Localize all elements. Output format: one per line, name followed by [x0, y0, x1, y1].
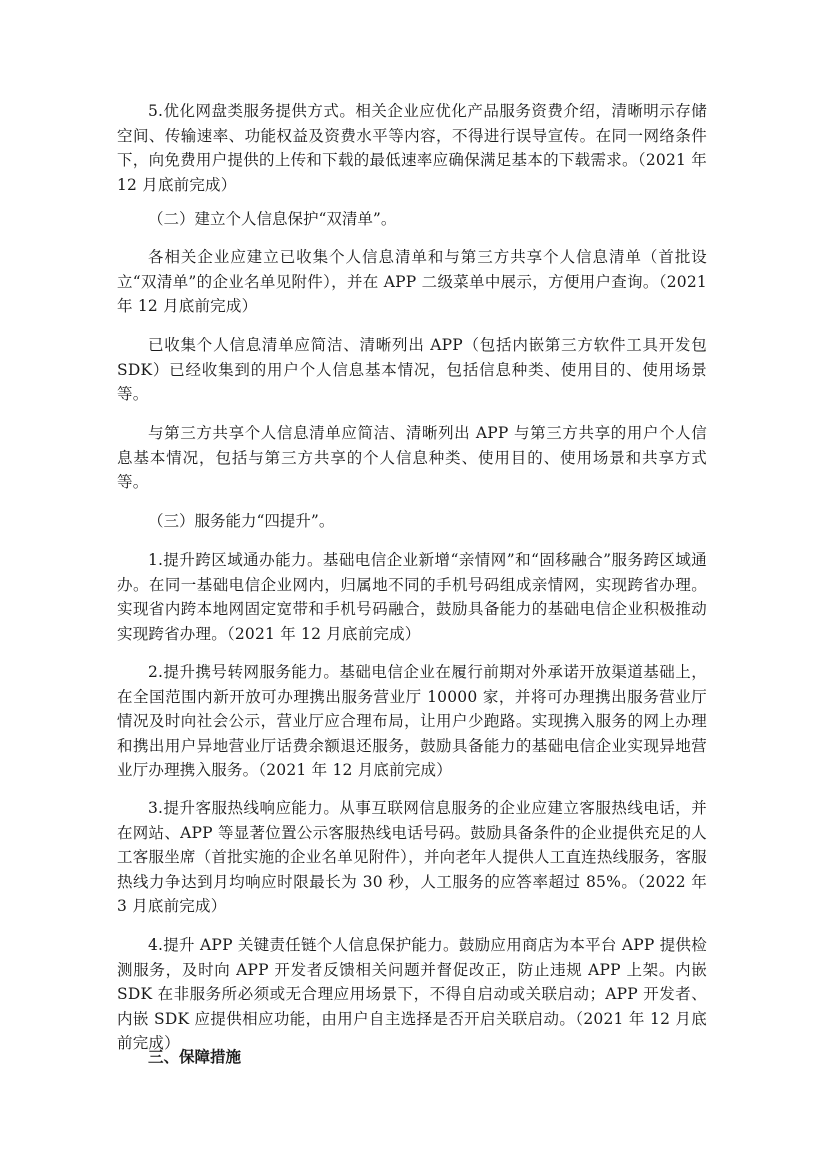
paragraph-dual-list: 各相关企业应建立已收集个人信息清单和与第三方共享个人信息清单（首批设立“双清单”的企业名单见附件），并在 APP 二级菜单中展示，方便用户查询。（2021 年 12 月底前完成）	[117, 248, 707, 315]
paragraph-cloud-storage: 5.优化网盘类服务提供方式。相关企业应优化产品服务资费介绍，清晰明示存储空间、传输速率、功能权益及资费水平等内容，不得进行误导宣传。在同一网络条件下，向免费用户提供的上传和下载的最低速率应确保满足基本的下载需求。（2021 年 12 月底前完成）	[117, 102, 707, 194]
heading-dual-list: （二）建立个人信息保护“双清单”。	[148, 210, 397, 228]
heading-four-upgrades: （三）服务能力“四提升”。	[148, 512, 335, 530]
paragraph-cross-region: 1.提升跨区域通办能力。基础电信企业新增“亲情网”和“固移融合”服务跨区域通办。在同一基础电信企业网内，归属地不同的手机号码组成亲情网，实现跨省办理。实现省内跨本地网固定宽带和手机号码融合，鼓励具备能力的基础电信企业积极推动实现跨省办理。（2021 年 12 月底前完成）	[117, 551, 707, 643]
paragraph-number-porting: 2.提升携号转网服务能力。基础电信企业在履行前期对外承诺开放渠道基础上，在全国范围内新开放可办理携出服务营业厅 10000 家，并将可办理携出服务营业厅情况及时向社会公示，营业厅应合理布局，让用户少跑路。实现携入服务的网上办理和携出用户异地营业厅话费余额退还服务，鼓励具备能力的基础电信企业实现异地营业厅办理携入服务。（2021 年 12 月底前完成）	[117, 663, 707, 779]
paragraph-collected-list: 已收集个人信息清单应简洁、清晰列出 APP（包括内嵌第三方软件工具开发包 SDK）已经收集到的用户个人信息基本情况，包括信息种类、使用目的、使用场景等。	[117, 336, 707, 403]
paragraph-app-protection: 4.提升 APP 关键责任链个人信息保护能力。鼓励应用商店为本平台 APP 提供检测服务，及时向 APP 开发者反馈相关问题并督促改正，防止违规 APP 上架。内嵌 SDK 在非服务所必须或无合理应用场景下，不得自启动或关联启动；APP 开发者、内嵌 SDK 应提供相应功能，由用户自主选择是否开启关联启动。（2021 年 12 月底前完成）	[117, 936, 707, 1052]
paragraph-hotline: 3.提升客服热线响应能力。从事互联网信息服务的企业应建立客服热线电话，并在网站、APP 等显著位置公示客服热线电话号码。鼓励具备条件的企业提供充足的人工客服坐席（首批实施的企业名单见附件），并向老年人提供人工直连热线服务，客服热线力争达到月均响应时限最长为 30 秒，人工服务的应答率超过 85%。（2022 年 3 月底前完成）	[117, 799, 707, 915]
heading-safeguards: 三、保障措施	[148, 1047, 242, 1066]
paragraph-shared-list: 与第三方共享个人信息清单应简洁、清晰列出 APP 与第三方共享的用户个人信息基本情况，包括与第三方共享的个人信息种类、使用目的、使用场景和共享方式等。	[117, 424, 707, 491]
